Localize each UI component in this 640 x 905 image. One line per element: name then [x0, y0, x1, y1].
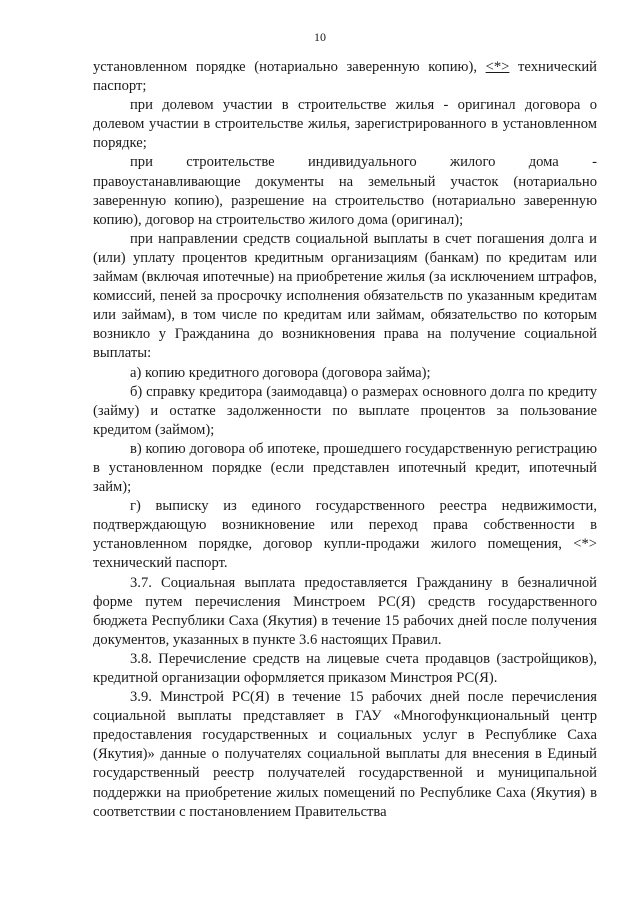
document-body — [93, 58, 597, 822]
footnote-reference-link[interactable]: <*> — [485, 59, 510, 75]
list-item-v: в) копию договора об ипотеке, прошедшего государственную регистрацию в установленном порядке (если представлен ипотечный кредит, ипотечный займ); — [93, 440, 597, 496]
list-item-a: а) копию кредитного договора (договора займа); — [130, 364, 431, 381]
page-number: 10 — [314, 30, 326, 44]
list-item-b: б) справку кредитора (заимодавца) о размерах основного долга по кредиту (займу) и остатке задолженности по выплате процентов за пользование кредитом (займом); — [93, 383, 597, 438]
clause-3-8: 3.8. Перечисление средств на лицевые счета продавцов (застройщиков), кредитной организации оформляется приказом Минстроя РС(Я). — [93, 650, 597, 686]
clause-3-7: 3.7. Социальная выплата предоставляется Гражданину в безналичной форме путем перечисления Минстроем РС(Я) средств государственного бюджета Республики Саха (Якутия) в течение 15 рабочих дней после получения документов, указанных в пункте 3.6 настоящих Правил. — [93, 574, 597, 648]
list-item-g: г) выписку из единого государственного реестра недвижимости, подтверждающую возникновение или переход права собственности в установленном порядке, договор купли-продажи жилого помещения, <*> технический паспорт. — [93, 498, 597, 572]
clause-3-9: 3.9. Минстрой РС(Я) в течение 15 рабочих дней после перечисления социальной выплаты представляет в ГАУ «Многофункциональный центр предоставления государственных и социальных услуг в Республике Саха (Якутия)» данные о получателях социальной выплаты для внесения в Единый государственный реестр получателей государственной и муниципальной поддержки на приобретение жилых помещений по Республике Саха (Якутия) в соответствии с постановлением Правительства — [93, 689, 597, 820]
paragraph-text: технический паспорт; — [93, 59, 597, 95]
paragraph-loan-repayment: при направлении средств социальной выплаты в счет погашения долга и (или) уплату процентов кредитным организациям (банкам) по кредитам или займам (включая ипотечные) на приобретение жилья (за исключением штрафов, комиссий, пеней за просрочку исполнения обязательств по указанным кредитам или займам), в том числе по кредитам или займам, обязательство по которым возникло у Гражданина до возникновения права на получение социальной выплаты: — [93, 230, 597, 362]
paragraph-individual-house: при строительстве индивидуального жилого дома - правоустанавливающие документы на земельный участок (нотариально заверенную копию), разрешение на строительство (нотариально заверенную копию), договор на строительство жилого дома (оригинал); — [93, 154, 597, 228]
paragraph-text: установленном порядке (нотариально заверенную копию), — [93, 59, 486, 75]
paragraph-continuation — [93, 58, 597, 96]
paragraph-shared-construction: при долевом участии в строительстве жилья - оригинал договора о долевом участии в строительстве жилья, зарегистрированного в установленном порядке; — [93, 97, 597, 152]
